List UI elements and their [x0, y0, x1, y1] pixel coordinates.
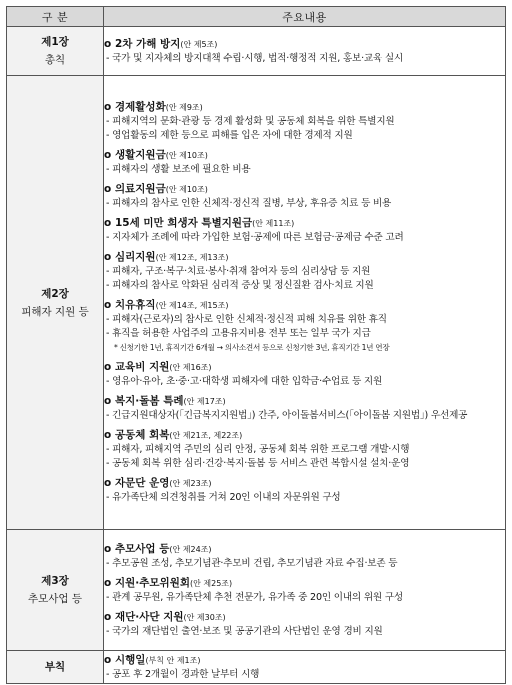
content-item [104, 100, 505, 143]
item-title: 자문단 운영 [115, 477, 170, 489]
content-item [104, 576, 505, 605]
section-chapter: 제1장 [41, 36, 69, 48]
item-footnote: * 신청기한 1년, 휴직기간 6개월 → 의사소견서 등으로 신청기한 3년, 휴직기간 1년 연장 [114, 343, 390, 352]
bullet-icon: o [104, 149, 112, 161]
item-detail-line: - 영유아·유아, 초·중·고·대학생 피해자에 대한 입학금·수업료 등 지원 [106, 376, 383, 387]
item-title: 생활지원금 [115, 149, 166, 161]
item-heading [104, 182, 505, 197]
item-reference: (안 제21조, 제22조) [169, 431, 243, 440]
bullet-icon: o [104, 653, 112, 666]
item-heading [104, 476, 505, 491]
section-content [104, 651, 506, 684]
content-item [104, 360, 505, 389]
content-item [104, 182, 505, 211]
bullet-icon: o [104, 183, 112, 195]
item-detail-line: - 피해자의 참사로 인한 신체적·정신적 질병, 부상, 후유증 치료 등 비용 [106, 198, 392, 209]
content-item [104, 298, 505, 355]
bullet-icon: o [104, 361, 112, 373]
item-reference: (안 제30조) [183, 612, 226, 622]
item-title: 지원·추모위원회 [115, 576, 190, 589]
item-title: 공동체 회복 [115, 429, 170, 441]
bullet-icon: o [104, 477, 112, 489]
item-detail-line: - 피해자, 피해지역 주민의 심리 안정, 공동체 회복 위한 프로그램 개발·시행 [106, 444, 410, 455]
item-detail-line: - 피해자의 참사로 악화된 심리적 증상 및 정신질환 검사·치료 지원 [106, 280, 374, 291]
item-title: 교육비 지원 [115, 361, 170, 373]
content-item [104, 610, 505, 639]
content-item [104, 148, 505, 177]
section-label [7, 530, 104, 651]
item-detail-line: - 국가 및 지자체의 방지대책 수립·시행, 법적·행정적 지원, 홍보·교육 실시 [106, 52, 404, 64]
header-row [7, 7, 506, 27]
item-reference: (안 제5조) [180, 39, 218, 49]
item-detail-line: - 지자체가 조례에 따라 가입한 보험·공제에 따른 보험금·공제금 수준 고려 [106, 232, 404, 243]
section-title: 추모사업 등 [27, 593, 83, 605]
bullet-icon: o [104, 299, 112, 311]
section-label [7, 651, 104, 684]
bullet-icon: o [104, 542, 112, 555]
content-item [104, 653, 505, 682]
item-heading [104, 250, 505, 265]
item-heading [104, 428, 505, 443]
item-reference: (안 제23조) [169, 479, 212, 488]
item-detail-line: - 휴직을 허용한 사업주의 고용유지비용 전부 또는 일부 국가 지급 [106, 328, 371, 339]
law-summary-table [6, 6, 506, 684]
item-title: 재단·사단 지원 [115, 610, 184, 623]
bullet-icon: o [104, 429, 112, 441]
item-heading [104, 394, 505, 409]
header-content: 주요내용 [104, 7, 506, 27]
content-item [104, 542, 505, 571]
item-detail-line: - 피해자의 생활 보조에 필요한 비용 [106, 164, 251, 175]
item-heading [104, 576, 505, 591]
item-reference: (부칙 안 제1조) [145, 655, 201, 665]
header-category: 구 분 [7, 7, 104, 27]
bullet-icon: o [104, 395, 112, 407]
bullet-icon: o [104, 101, 112, 113]
content-item [104, 250, 505, 293]
item-detail-line: - 피해자, 구조·복구·치료·봉사·취재 참여자 등의 심리상담 등 지원 [106, 266, 371, 277]
section-row [7, 651, 506, 684]
item-detail-line: - 관계 공무원, 유가족단체 추천 전문가, 유가족 중 20인 이내의 위원 구성 [106, 591, 403, 603]
item-detail-line: - 긴급지원대상자(「긴급복지지원법」) 간주, 아이돌봄서비스(「아이돌봄 지원법」) 우선제공 [106, 410, 468, 421]
item-detail-line: - 유가족단체 의견청취를 거쳐 20인 이내의 자문위원 구성 [106, 492, 341, 503]
item-reference: (안 제25조) [190, 578, 233, 588]
item-detail-line: - 국가의 재단법인 출연·보조 및 공공기관의 사단법인 운영 경비 지원 [106, 625, 383, 637]
section-chapter: 제2장 [41, 287, 69, 300]
item-reference: (안 제11조) [252, 219, 295, 228]
item-title: 의료지원금 [115, 183, 166, 195]
item-reference: (안 제9조) [165, 103, 203, 112]
item-title: 15세 미만 희생자 특별지원금 [115, 217, 253, 229]
content-item [104, 216, 505, 245]
item-title: 치유휴직 [115, 299, 156, 311]
item-heading [104, 100, 505, 115]
bullet-icon: o [104, 576, 112, 589]
item-reference: (안 제10조) [165, 185, 208, 194]
item-title: 2차 가해 방지 [115, 37, 181, 50]
section-content [104, 76, 506, 530]
section-row [7, 530, 506, 651]
item-detail-line: - 추모공원 조성, 추모기념관·추모비 건립, 추모기념관 자료 수집·보존 등 [106, 557, 398, 569]
section-title: 피해자 지원 등 [21, 305, 89, 318]
item-heading [104, 298, 505, 313]
item-heading [104, 37, 505, 52]
item-title: 경제활성화 [115, 101, 166, 113]
section-label [7, 76, 104, 530]
content-item [104, 37, 505, 66]
section-chapter: 부칙 [44, 661, 66, 673]
item-title: 추모사업 등 [115, 542, 170, 555]
item-reference: (안 제10조) [165, 151, 208, 160]
bullet-icon: o [104, 610, 112, 623]
item-reference: (안 제14조, 제15조) [155, 301, 229, 310]
item-title: 시행일 [115, 653, 146, 666]
item-title: 심리지원 [115, 251, 156, 263]
item-heading [104, 610, 505, 625]
item-title: 복지·돌봄 특례 [115, 395, 184, 407]
item-reference: (안 제24조) [169, 544, 212, 554]
item-detail-line: - 피해지역의 문화·관광 등 경제 활성화 및 공동체 회복을 위한 특별지원 [106, 116, 395, 127]
item-heading [104, 360, 505, 375]
bullet-icon: o [104, 251, 112, 263]
section-row [7, 27, 506, 76]
bullet-icon: o [104, 217, 112, 229]
section-title: 총칙 [44, 54, 66, 66]
item-reference: (안 제16조) [169, 363, 212, 372]
bullet-icon: o [104, 37, 112, 50]
content-item [104, 476, 505, 505]
item-detail-line: - 영업활동의 제한 등으로 피해를 입은 자에 대한 경제적 지원 [106, 130, 353, 141]
section-content [104, 27, 506, 76]
section-label [7, 27, 104, 76]
item-heading [104, 542, 505, 557]
section-row [7, 76, 506, 530]
item-reference: (안 제12조, 제13조) [155, 253, 229, 262]
item-heading [104, 216, 505, 231]
content-item [104, 428, 505, 471]
section-chapter: 제3장 [41, 575, 69, 587]
section-content [104, 530, 506, 651]
item-detail-line: - 공포 후 2개월이 경과한 날부터 시행 [106, 668, 260, 680]
content-item [104, 394, 505, 423]
item-heading [104, 653, 505, 668]
item-detail-line: - 피해자(근로자)의 참사로 인한 신체적·정신적 피해 치유를 위한 휴직 [106, 314, 387, 325]
item-heading [104, 148, 505, 163]
item-detail-line: - 공동체 회복 위한 심리·건강·복지·돌봄 등 서비스 관련 복합시설 설치·운영 [106, 458, 410, 469]
item-reference: (안 제17조) [183, 397, 226, 406]
